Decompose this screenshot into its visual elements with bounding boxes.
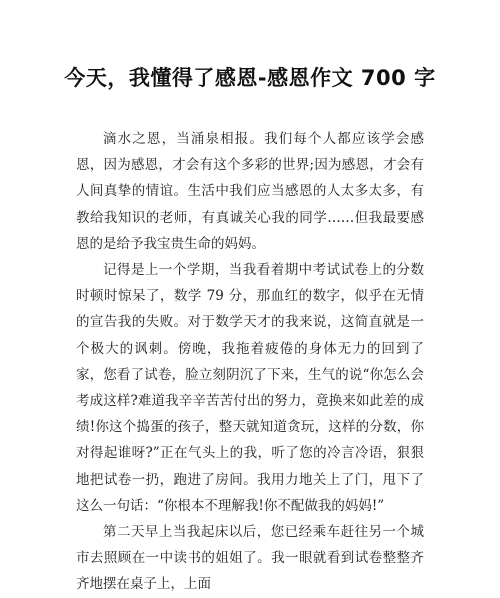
page-title: 今天，我懂得了感恩-感恩作文 700 字 [64,66,436,90]
paragraph-2: 记得是上一个学期，当我看着期中考试试卷上的分数时顿时惊呆了，数学 79 分，那血红的数字，似乎在无情的宣告我的失败。对于数学天才的我来说，这简直就是一个极大的讽刺。傍晚，我拖着疲倦的身体无力的回到了家，您看了试卷，脸立刻阴沉了下来，生气的说“你怎么会考成这样?难道我辛辛苦苦付出的努力，竟换来如此差的成绩!你这个捣蛋的孩子，整天就知道贪玩，这样的分数，你对得起谁呀?”正在气头上的我，听了您的冷言冷语，狠狠地把试卷一扔，跑进了房间。我用力地关上了门，甩下了这么一句话：“你根本不理解我!你不配做我的妈妈!” [76,262,424,514]
paragraph-3: 第二天早上当我起床以后，您已经乘车赶往另一个城市去照顾在一中读书的姐姐了。我一眼就看到试卷整整齐齐地摆在桌子上，上面 [76,524,424,593]
paragraph-1: 滴水之恩，当涌泉相报。我们每个人都应该学会感恩，因为感恩，才会有这个多彩的世界;因为感恩，才会有人间真挚的情谊。生活中我们应当感恩的人太多太多，有教给我知识的老师，有真诚关心我的同学……但我最要感恩的是给予我宝贵生命的妈妈。 [76,131,424,252]
article-body [76,126,424,598]
